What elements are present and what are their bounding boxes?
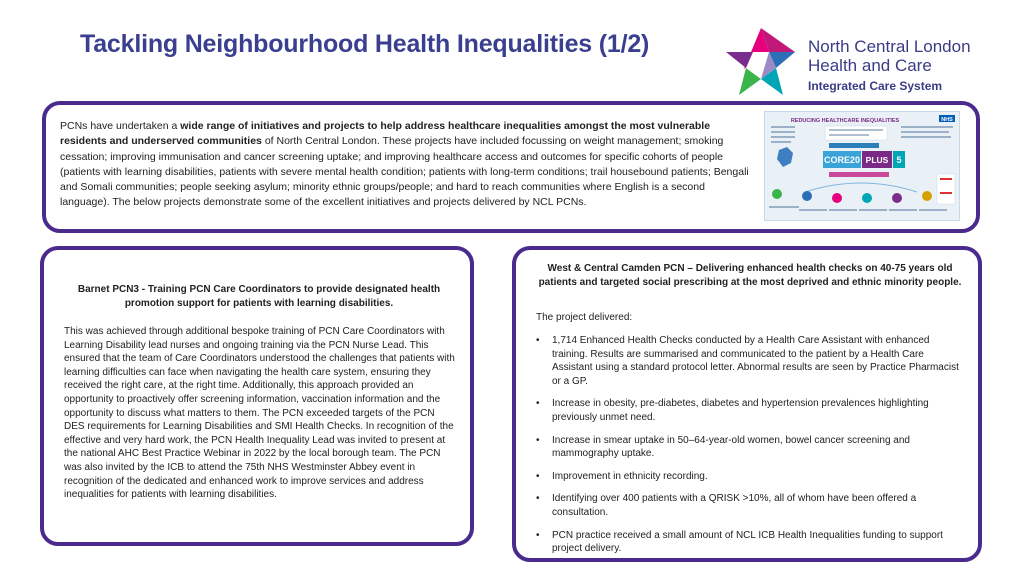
logo-line-2: Health and Care — [808, 56, 932, 75]
intro-text-bold: wide range of initiatives and projects to help address healthcare inequalities amongst the most vulnerable residents and underserved communities — [60, 120, 711, 148]
infographic-heading: REDUCING HEALTHCARE INEQUALITIES — [790, 118, 900, 124]
nhs-badge: NHS — [941, 117, 953, 123]
barnet-pcn3-panel — [40, 246, 474, 546]
infographic-core20: CORE20 — [823, 155, 861, 165]
camden-heading: West & Central Camden PCN – Delivering enhanced health checks on 40-75 years old patients and targeted social prescribing at the most deprived and ethnic minority people. — [538, 263, 962, 288]
logo-line-1: North Central London — [808, 37, 971, 56]
intro-text-post: of North Central London. These projects have included focussing on weight management; smoking cessation; improving immunisation and cancer screening uptake; and improving healthcare access and outcomes for specific cohorts of people (patients with learning disabilities, patients with severe mental health condition; patients with long-term conditions; trail housebound patients; Bengali and Somali communities; people seeking asylum; minority ethnic groups/people; and hard to reach communities where English is a second language). The below projects demonstrate some of the excellent initiatives and projects delivered by NCL PCNs. — [60, 135, 749, 209]
core20plus5-infographic — [764, 111, 960, 221]
camden-bullet-list — [536, 334, 964, 565]
barnet-heading: Barnet PCN3 - Training PCN Care Coordinators to provide designated health promotion support for patients with learning disabilities. — [77, 284, 441, 309]
list-item: • Increase in smear uptake in 50–64-year-old women, bowel cancer screening and mammography uptake. — [536, 434, 964, 461]
infographic-five: 5 — [896, 155, 902, 165]
barnet-body: This was achieved through additional bespoke training of PCN Care Coordinators with Learning Disability lead nurses and ongoing training via the PCN Nurse Lead. This ensured that the team of Care Coordinators understood the challenges that patients with learning difficulties can face when navigating the health care system, ensuring they received the right care, at the right time. Additionally, this approach provided an opportunity to proactively offer screening information, vaccination information and the opportunity to discuss what matters to them. The PCN exceeded targets of the PCN DES requirements for Learning Disabilities and SMI Health Checks. In recognition of the effective and very hard work, the PCN Health Inequality Lead was invited to present at the national AHC Best Practice Webinar in 2022 by the local borough team. The PCN was also invited by the ICB to attend the 75th NHS Westminster Abbey event in recognition of the dedicated and enhanced work to improve services and address inequalities for patients with learning disabilities. — [64, 326, 455, 501]
infographic-image — [765, 112, 960, 221]
list-item: • PCN practice received a small amount of NCL ICB Health Inequalities funding to support project delivery. — [536, 529, 964, 556]
logo-text — [808, 37, 971, 96]
star-logo-icon — [722, 25, 800, 99]
intro-panel — [42, 101, 980, 233]
camden-pcn-panel — [512, 246, 982, 562]
list-item: • Identifying over 400 patients with a QRISK >10%, all of whom have been offered a consultation. — [536, 492, 964, 519]
camden-intro: The project delivered: — [536, 312, 633, 323]
list-item: • Improvement in ethnicity recording. — [536, 470, 964, 484]
page-title: Tackling Neighbourhood Health Inequalities (1/2) — [80, 30, 650, 58]
intro-text — [60, 119, 750, 211]
logo-line-3: Integrated Care System — [808, 79, 943, 93]
intro-text-pre: PCNs have undertaken a — [60, 120, 181, 132]
list-item: • 1,714 Enhanced Health Checks conducted by a Health Care Assistant with enhanced training. Results are summarised and communicated to the patient by a Health Care Assistant using a standard protocol letter. Abnormal results are seen by Practice Pharmacist or a GP. — [536, 334, 964, 388]
list-item: • Increase in obesity, pre-diabetes, diabetes and hypertension prevalences highlighting previously unmet need. — [536, 397, 964, 424]
infographic-plus: PLUS — [865, 155, 889, 165]
ncl-logo — [722, 25, 992, 99]
